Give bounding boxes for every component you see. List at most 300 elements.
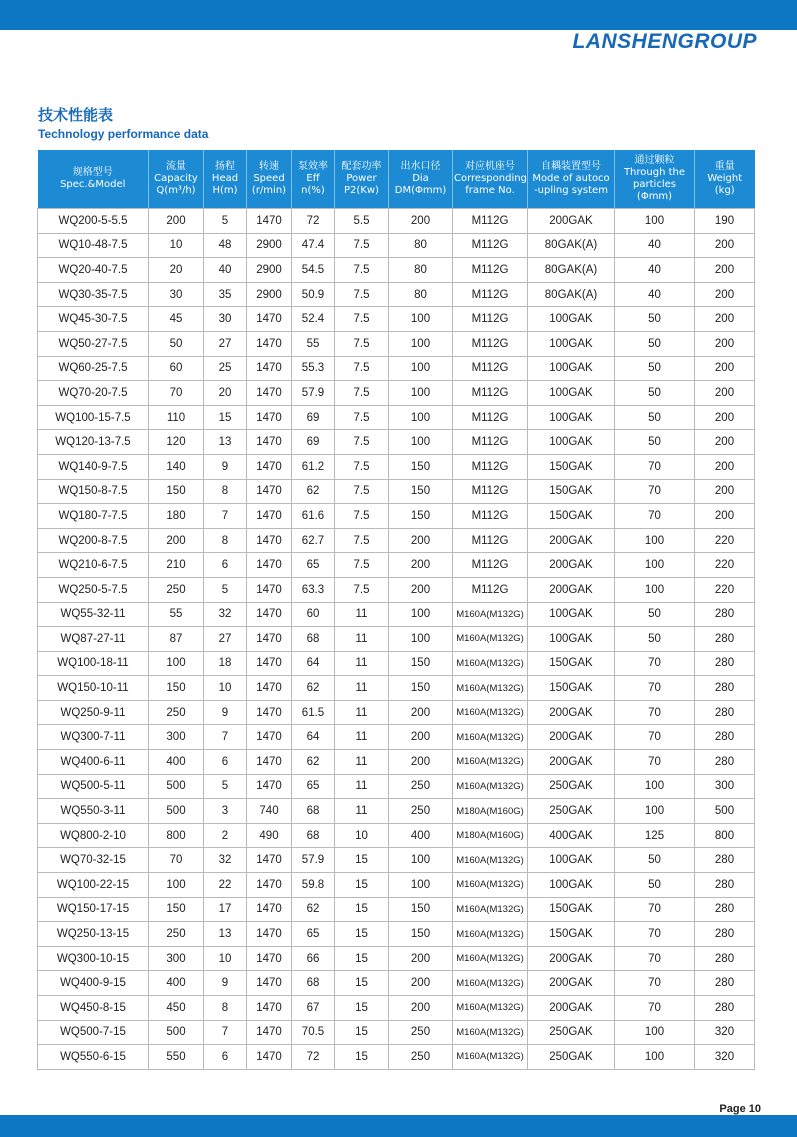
cell-head: 10 bbox=[204, 676, 247, 701]
cell-model: WQ100-15-7.5 bbox=[38, 405, 149, 430]
table-row bbox=[38, 331, 755, 356]
cell-outlet-diameter: 250 bbox=[389, 1045, 453, 1070]
cell-particles: 50 bbox=[615, 602, 695, 627]
cell-outlet-diameter: 150 bbox=[389, 922, 453, 947]
cell-particles: 70 bbox=[615, 946, 695, 971]
cell-speed: 1470 bbox=[247, 725, 292, 750]
header-line: Q(m³/h) bbox=[156, 185, 196, 196]
cell-efficiency: 62.7 bbox=[292, 528, 335, 553]
cell-model: WQ55-32-11 bbox=[38, 602, 149, 627]
header-line: (kg) bbox=[714, 185, 735, 196]
header-line: H(m) bbox=[212, 185, 238, 196]
cell-speed: 1470 bbox=[247, 405, 292, 430]
cell-model: WQ200-8-7.5 bbox=[38, 528, 149, 553]
cell-model: WQ450-8-15 bbox=[38, 996, 149, 1021]
cell-speed: 1470 bbox=[247, 922, 292, 947]
cell-capacity: 180 bbox=[149, 504, 204, 529]
cell-weight: 200 bbox=[695, 504, 755, 529]
header-line: Power bbox=[346, 173, 377, 184]
table-row bbox=[38, 700, 755, 725]
table-row bbox=[38, 405, 755, 430]
cell-speed: 1470 bbox=[247, 627, 292, 652]
table-row bbox=[38, 922, 755, 947]
section-title-chinese: 技术性能表 bbox=[38, 106, 114, 124]
header-speed bbox=[247, 150, 292, 209]
cell-frame-no: M112G bbox=[453, 479, 528, 504]
cell-coupling-system: 200GAK bbox=[528, 946, 615, 971]
cell-efficiency: 61.5 bbox=[292, 700, 335, 725]
cell-head: 27 bbox=[204, 627, 247, 652]
cell-capacity: 20 bbox=[149, 258, 204, 283]
cell-head: 3 bbox=[204, 799, 247, 824]
cell-capacity: 210 bbox=[149, 553, 204, 578]
cell-particles: 40 bbox=[615, 258, 695, 283]
cell-capacity: 150 bbox=[149, 897, 204, 922]
cell-frame-no: M112G bbox=[453, 553, 528, 578]
cell-particles: 70 bbox=[615, 922, 695, 947]
cell-frame-no: M160A(M132G) bbox=[453, 602, 528, 627]
header-line: -upling system bbox=[534, 185, 608, 196]
cell-coupling-system: 250GAK bbox=[528, 1045, 615, 1070]
cell-frame-no: M112G bbox=[453, 356, 528, 381]
cell-efficiency: 72 bbox=[292, 1045, 335, 1070]
table-row bbox=[38, 848, 755, 873]
cell-power: 10 bbox=[335, 823, 389, 848]
cell-power: 11 bbox=[335, 725, 389, 750]
header-line: particles bbox=[633, 179, 676, 190]
header-line: 自耦装置型号 bbox=[541, 161, 601, 172]
cell-frame-no: M112G bbox=[453, 454, 528, 479]
cell-particles: 70 bbox=[615, 700, 695, 725]
cell-weight: 280 bbox=[695, 700, 755, 725]
cell-frame-no: M112G bbox=[453, 209, 528, 234]
cell-frame-no: M160A(M132G) bbox=[453, 996, 528, 1021]
cell-coupling-system: 200GAK bbox=[528, 528, 615, 553]
cell-weight: 220 bbox=[695, 528, 755, 553]
cell-model: WQ500-5-11 bbox=[38, 774, 149, 799]
cell-head: 48 bbox=[204, 233, 247, 258]
cell-power: 7.5 bbox=[335, 381, 389, 406]
header-efficiency bbox=[292, 150, 335, 209]
cell-power: 7.5 bbox=[335, 233, 389, 258]
cell-model: WQ400-9-15 bbox=[38, 971, 149, 996]
cell-efficiency: 69 bbox=[292, 430, 335, 455]
cell-frame-no: M112G bbox=[453, 282, 528, 307]
cell-power: 7.5 bbox=[335, 553, 389, 578]
cell-power: 15 bbox=[335, 1045, 389, 1070]
cell-efficiency: 50.9 bbox=[292, 282, 335, 307]
cell-model: WQ120-13-7.5 bbox=[38, 430, 149, 455]
cell-weight: 220 bbox=[695, 577, 755, 602]
cell-outlet-diameter: 200 bbox=[389, 971, 453, 996]
cell-frame-no: M160A(M132G) bbox=[453, 750, 528, 775]
cell-model: WQ400-6-11 bbox=[38, 750, 149, 775]
cell-coupling-system: 200GAK bbox=[528, 725, 615, 750]
cell-model: WQ300-10-15 bbox=[38, 946, 149, 971]
cell-particles: 125 bbox=[615, 823, 695, 848]
cell-capacity: 450 bbox=[149, 996, 204, 1021]
cell-capacity: 250 bbox=[149, 922, 204, 947]
cell-speed: 1470 bbox=[247, 331, 292, 356]
cell-coupling-system: 100GAK bbox=[528, 848, 615, 873]
cell-capacity: 10 bbox=[149, 233, 204, 258]
table-row bbox=[38, 873, 755, 898]
cell-coupling-system: 200GAK bbox=[528, 996, 615, 1021]
cell-head: 6 bbox=[204, 1045, 247, 1070]
header-line: Speed bbox=[253, 173, 285, 184]
performance-table bbox=[37, 150, 755, 1070]
cell-weight: 200 bbox=[695, 405, 755, 430]
cell-power: 15 bbox=[335, 922, 389, 947]
cell-particles: 50 bbox=[615, 627, 695, 652]
cell-efficiency: 54.5 bbox=[292, 258, 335, 283]
cell-capacity: 150 bbox=[149, 479, 204, 504]
cell-particles: 70 bbox=[615, 897, 695, 922]
header-coupling-system bbox=[528, 150, 615, 209]
cell-capacity: 250 bbox=[149, 700, 204, 725]
header-spec-model bbox=[38, 150, 149, 209]
cell-head: 5 bbox=[204, 577, 247, 602]
cell-capacity: 50 bbox=[149, 331, 204, 356]
cell-frame-no: M112G bbox=[453, 258, 528, 283]
cell-efficiency: 68 bbox=[292, 799, 335, 824]
cell-efficiency: 68 bbox=[292, 627, 335, 652]
cell-outlet-diameter: 100 bbox=[389, 430, 453, 455]
cell-outlet-diameter: 100 bbox=[389, 356, 453, 381]
cell-speed: 1470 bbox=[247, 356, 292, 381]
cell-power: 7.5 bbox=[335, 356, 389, 381]
cell-speed: 1470 bbox=[247, 873, 292, 898]
cell-model: WQ60-25-7.5 bbox=[38, 356, 149, 381]
cell-frame-no: M160A(M132G) bbox=[453, 922, 528, 947]
cell-model: WQ250-5-7.5 bbox=[38, 577, 149, 602]
cell-power: 7.5 bbox=[335, 258, 389, 283]
cell-speed: 1470 bbox=[247, 528, 292, 553]
cell-model: WQ210-6-7.5 bbox=[38, 553, 149, 578]
cell-speed: 1470 bbox=[247, 504, 292, 529]
table-row bbox=[38, 971, 755, 996]
cell-capacity: 200 bbox=[149, 209, 204, 234]
header-line: P2(Kw) bbox=[344, 185, 379, 196]
cell-power: 15 bbox=[335, 873, 389, 898]
cell-coupling-system: 150GAK bbox=[528, 922, 615, 947]
cell-coupling-system: 200GAK bbox=[528, 553, 615, 578]
brand-logo-text: LANSHENGROUP bbox=[572, 30, 757, 53]
header-line: Mode of autoco bbox=[532, 173, 610, 184]
cell-head: 10 bbox=[204, 946, 247, 971]
header-line: 出水口径 bbox=[400, 161, 441, 172]
cell-speed: 1470 bbox=[247, 750, 292, 775]
cell-power: 11 bbox=[335, 676, 389, 701]
cell-coupling-system: 100GAK bbox=[528, 873, 615, 898]
cell-model: WQ150-8-7.5 bbox=[38, 479, 149, 504]
cell-particles: 70 bbox=[615, 996, 695, 1021]
header-line: 重量 bbox=[714, 161, 735, 172]
header-particles bbox=[615, 150, 695, 209]
cell-efficiency: 64 bbox=[292, 651, 335, 676]
cell-particles: 70 bbox=[615, 725, 695, 750]
cell-speed: 1470 bbox=[247, 676, 292, 701]
cell-model: WQ180-7-7.5 bbox=[38, 504, 149, 529]
cell-head: 27 bbox=[204, 331, 247, 356]
cell-outlet-diameter: 100 bbox=[389, 873, 453, 898]
cell-power: 15 bbox=[335, 1020, 389, 1045]
cell-head: 9 bbox=[204, 700, 247, 725]
cell-speed: 1470 bbox=[247, 971, 292, 996]
cell-coupling-system: 80GAK(A) bbox=[528, 258, 615, 283]
cell-model: WQ50-27-7.5 bbox=[38, 331, 149, 356]
cell-speed: 1470 bbox=[247, 553, 292, 578]
cell-coupling-system: 100GAK bbox=[528, 627, 615, 652]
table-header-row bbox=[38, 150, 755, 209]
cell-weight: 280 bbox=[695, 873, 755, 898]
cell-coupling-system: 150GAK bbox=[528, 676, 615, 701]
cell-efficiency: 69 bbox=[292, 405, 335, 430]
table-row bbox=[38, 528, 755, 553]
cell-frame-no: M160A(M132G) bbox=[453, 700, 528, 725]
cell-model: WQ70-32-15 bbox=[38, 848, 149, 873]
table-row bbox=[38, 282, 755, 307]
cell-particles: 70 bbox=[615, 750, 695, 775]
cell-efficiency: 65 bbox=[292, 774, 335, 799]
cell-model: WQ100-18-11 bbox=[38, 651, 149, 676]
table-row bbox=[38, 553, 755, 578]
table-row bbox=[38, 627, 755, 652]
cell-coupling-system: 100GAK bbox=[528, 430, 615, 455]
cell-speed: 1470 bbox=[247, 454, 292, 479]
cell-outlet-diameter: 200 bbox=[389, 996, 453, 1021]
cell-speed: 1470 bbox=[247, 577, 292, 602]
cell-head: 7 bbox=[204, 1020, 247, 1045]
cell-particles: 70 bbox=[615, 651, 695, 676]
cell-model: WQ800-2-10 bbox=[38, 823, 149, 848]
cell-capacity: 30 bbox=[149, 282, 204, 307]
cell-model: WQ200-5-5.5 bbox=[38, 209, 149, 234]
cell-capacity: 550 bbox=[149, 1045, 204, 1070]
cell-efficiency: 63.3 bbox=[292, 577, 335, 602]
cell-model: WQ100-22-15 bbox=[38, 873, 149, 898]
cell-outlet-diameter: 150 bbox=[389, 479, 453, 504]
cell-capacity: 120 bbox=[149, 430, 204, 455]
cell-weight: 200 bbox=[695, 479, 755, 504]
cell-outlet-diameter: 150 bbox=[389, 897, 453, 922]
cell-efficiency: 59.8 bbox=[292, 873, 335, 898]
cell-outlet-diameter: 100 bbox=[389, 331, 453, 356]
cell-frame-no: M160A(M132G) bbox=[453, 627, 528, 652]
header-line: (r/min) bbox=[251, 185, 287, 196]
cell-frame-no: M112G bbox=[453, 381, 528, 406]
cell-speed: 740 bbox=[247, 799, 292, 824]
cell-power: 7.5 bbox=[335, 454, 389, 479]
header-head bbox=[204, 150, 247, 209]
cell-speed: 1470 bbox=[247, 897, 292, 922]
cell-outlet-diameter: 200 bbox=[389, 209, 453, 234]
cell-particles: 100 bbox=[615, 209, 695, 234]
cell-model: WQ30-35-7.5 bbox=[38, 282, 149, 307]
cell-outlet-diameter: 200 bbox=[389, 725, 453, 750]
header-line: 通过颗粒 bbox=[634, 155, 675, 166]
cell-efficiency: 57.9 bbox=[292, 381, 335, 406]
header-line: DM(Φmm) bbox=[394, 185, 447, 196]
cell-outlet-diameter: 100 bbox=[389, 381, 453, 406]
cell-head: 18 bbox=[204, 651, 247, 676]
cell-coupling-system: 100GAK bbox=[528, 331, 615, 356]
cell-coupling-system: 150GAK bbox=[528, 479, 615, 504]
cell-outlet-diameter: 200 bbox=[389, 577, 453, 602]
header-line: Dia bbox=[412, 173, 429, 184]
cell-capacity: 150 bbox=[149, 676, 204, 701]
cell-head: 2 bbox=[204, 823, 247, 848]
cell-efficiency: 67 bbox=[292, 996, 335, 1021]
cell-frame-no: M160A(M132G) bbox=[453, 848, 528, 873]
cell-outlet-diameter: 250 bbox=[389, 774, 453, 799]
cell-head: 25 bbox=[204, 356, 247, 381]
table-row bbox=[38, 774, 755, 799]
cell-weight: 200 bbox=[695, 258, 755, 283]
table-row bbox=[38, 750, 755, 775]
table-row bbox=[38, 725, 755, 750]
cell-weight: 200 bbox=[695, 454, 755, 479]
cell-outlet-diameter: 150 bbox=[389, 651, 453, 676]
cell-weight: 280 bbox=[695, 725, 755, 750]
cell-particles: 100 bbox=[615, 1020, 695, 1045]
cell-head: 35 bbox=[204, 282, 247, 307]
cell-weight: 280 bbox=[695, 602, 755, 627]
cell-weight: 190 bbox=[695, 209, 755, 234]
cell-particles: 50 bbox=[615, 307, 695, 332]
cell-outlet-diameter: 80 bbox=[389, 282, 453, 307]
header-line: 配套功率 bbox=[341, 161, 382, 172]
cell-outlet-diameter: 100 bbox=[389, 627, 453, 652]
cell-weight: 280 bbox=[695, 897, 755, 922]
cell-model: WQ87-27-11 bbox=[38, 627, 149, 652]
cell-outlet-diameter: 250 bbox=[389, 1020, 453, 1045]
cell-coupling-system: 80GAK(A) bbox=[528, 282, 615, 307]
cell-outlet-diameter: 100 bbox=[389, 307, 453, 332]
cell-efficiency: 62 bbox=[292, 750, 335, 775]
cell-model: WQ20-40-7.5 bbox=[38, 258, 149, 283]
cell-particles: 100 bbox=[615, 774, 695, 799]
cell-efficiency: 64 bbox=[292, 725, 335, 750]
cell-head: 13 bbox=[204, 430, 247, 455]
cell-head: 7 bbox=[204, 725, 247, 750]
cell-frame-no: M112G bbox=[453, 307, 528, 332]
header-line: n(%) bbox=[301, 185, 325, 196]
cell-power: 7.5 bbox=[335, 405, 389, 430]
header-line: Capacity bbox=[154, 173, 198, 184]
cell-speed: 2900 bbox=[247, 258, 292, 283]
cell-head: 15 bbox=[204, 405, 247, 430]
cell-efficiency: 62 bbox=[292, 676, 335, 701]
cell-power: 7.5 bbox=[335, 307, 389, 332]
cell-efficiency: 68 bbox=[292, 971, 335, 996]
cell-frame-no: M112G bbox=[453, 504, 528, 529]
cell-capacity: 500 bbox=[149, 799, 204, 824]
table-row bbox=[38, 258, 755, 283]
cell-capacity: 140 bbox=[149, 454, 204, 479]
cell-frame-no: M160A(M132G) bbox=[453, 676, 528, 701]
table-row bbox=[38, 799, 755, 824]
cell-efficiency: 57.9 bbox=[292, 848, 335, 873]
cell-model: WQ140-9-7.5 bbox=[38, 454, 149, 479]
cell-frame-no: M160A(M132G) bbox=[453, 946, 528, 971]
cell-weight: 280 bbox=[695, 996, 755, 1021]
cell-coupling-system: 150GAK bbox=[528, 454, 615, 479]
cell-particles: 100 bbox=[615, 799, 695, 824]
cell-weight: 800 bbox=[695, 823, 755, 848]
cell-coupling-system: 100GAK bbox=[528, 602, 615, 627]
cell-frame-no: M160A(M132G) bbox=[453, 725, 528, 750]
cell-efficiency: 61.6 bbox=[292, 504, 335, 529]
cell-model: WQ250-9-11 bbox=[38, 700, 149, 725]
cell-head: 32 bbox=[204, 602, 247, 627]
cell-outlet-diameter: 200 bbox=[389, 700, 453, 725]
cell-coupling-system: 150GAK bbox=[528, 651, 615, 676]
cell-outlet-diameter: 150 bbox=[389, 676, 453, 701]
cell-frame-no: M112G bbox=[453, 577, 528, 602]
cell-weight: 220 bbox=[695, 553, 755, 578]
cell-weight: 200 bbox=[695, 430, 755, 455]
header-line: Weight bbox=[707, 173, 743, 184]
cell-speed: 1470 bbox=[247, 381, 292, 406]
cell-power: 15 bbox=[335, 946, 389, 971]
cell-power: 11 bbox=[335, 799, 389, 824]
cell-speed: 1470 bbox=[247, 996, 292, 1021]
cell-model: WQ150-17-15 bbox=[38, 897, 149, 922]
header-outlet-diameter bbox=[389, 150, 453, 209]
cell-efficiency: 70.5 bbox=[292, 1020, 335, 1045]
table-row bbox=[38, 676, 755, 701]
cell-speed: 1470 bbox=[247, 1045, 292, 1070]
cell-head: 9 bbox=[204, 971, 247, 996]
cell-frame-no: M112G bbox=[453, 331, 528, 356]
cell-power: 7.5 bbox=[335, 528, 389, 553]
cell-capacity: 70 bbox=[149, 848, 204, 873]
cell-weight: 280 bbox=[695, 750, 755, 775]
cell-coupling-system: 200GAK bbox=[528, 209, 615, 234]
cell-model: WQ250-13-15 bbox=[38, 922, 149, 947]
table-row bbox=[38, 430, 755, 455]
cell-particles: 50 bbox=[615, 848, 695, 873]
cell-efficiency: 55.3 bbox=[292, 356, 335, 381]
cell-weight: 280 bbox=[695, 676, 755, 701]
cell-head: 22 bbox=[204, 873, 247, 898]
cell-head: 13 bbox=[204, 922, 247, 947]
cell-outlet-diameter: 200 bbox=[389, 946, 453, 971]
header-capacity bbox=[149, 150, 204, 209]
cell-capacity: 100 bbox=[149, 873, 204, 898]
cell-particles: 50 bbox=[615, 331, 695, 356]
cell-coupling-system: 250GAK bbox=[528, 799, 615, 824]
cell-power: 11 bbox=[335, 627, 389, 652]
cell-coupling-system: 100GAK bbox=[528, 381, 615, 406]
cell-capacity: 400 bbox=[149, 971, 204, 996]
cell-weight: 280 bbox=[695, 971, 755, 996]
cell-power: 11 bbox=[335, 774, 389, 799]
cell-speed: 1470 bbox=[247, 848, 292, 873]
cell-frame-no: M112G bbox=[453, 528, 528, 553]
header-line: 泵效率 bbox=[298, 161, 328, 172]
table-row bbox=[38, 381, 755, 406]
cell-particles: 100 bbox=[615, 528, 695, 553]
cell-capacity: 55 bbox=[149, 602, 204, 627]
cell-coupling-system: 200GAK bbox=[528, 750, 615, 775]
cell-model: WQ150-10-11 bbox=[38, 676, 149, 701]
cell-coupling-system: 250GAK bbox=[528, 1020, 615, 1045]
cell-head: 8 bbox=[204, 996, 247, 1021]
cell-capacity: 250 bbox=[149, 577, 204, 602]
cell-model: WQ10-48-7.5 bbox=[38, 233, 149, 258]
